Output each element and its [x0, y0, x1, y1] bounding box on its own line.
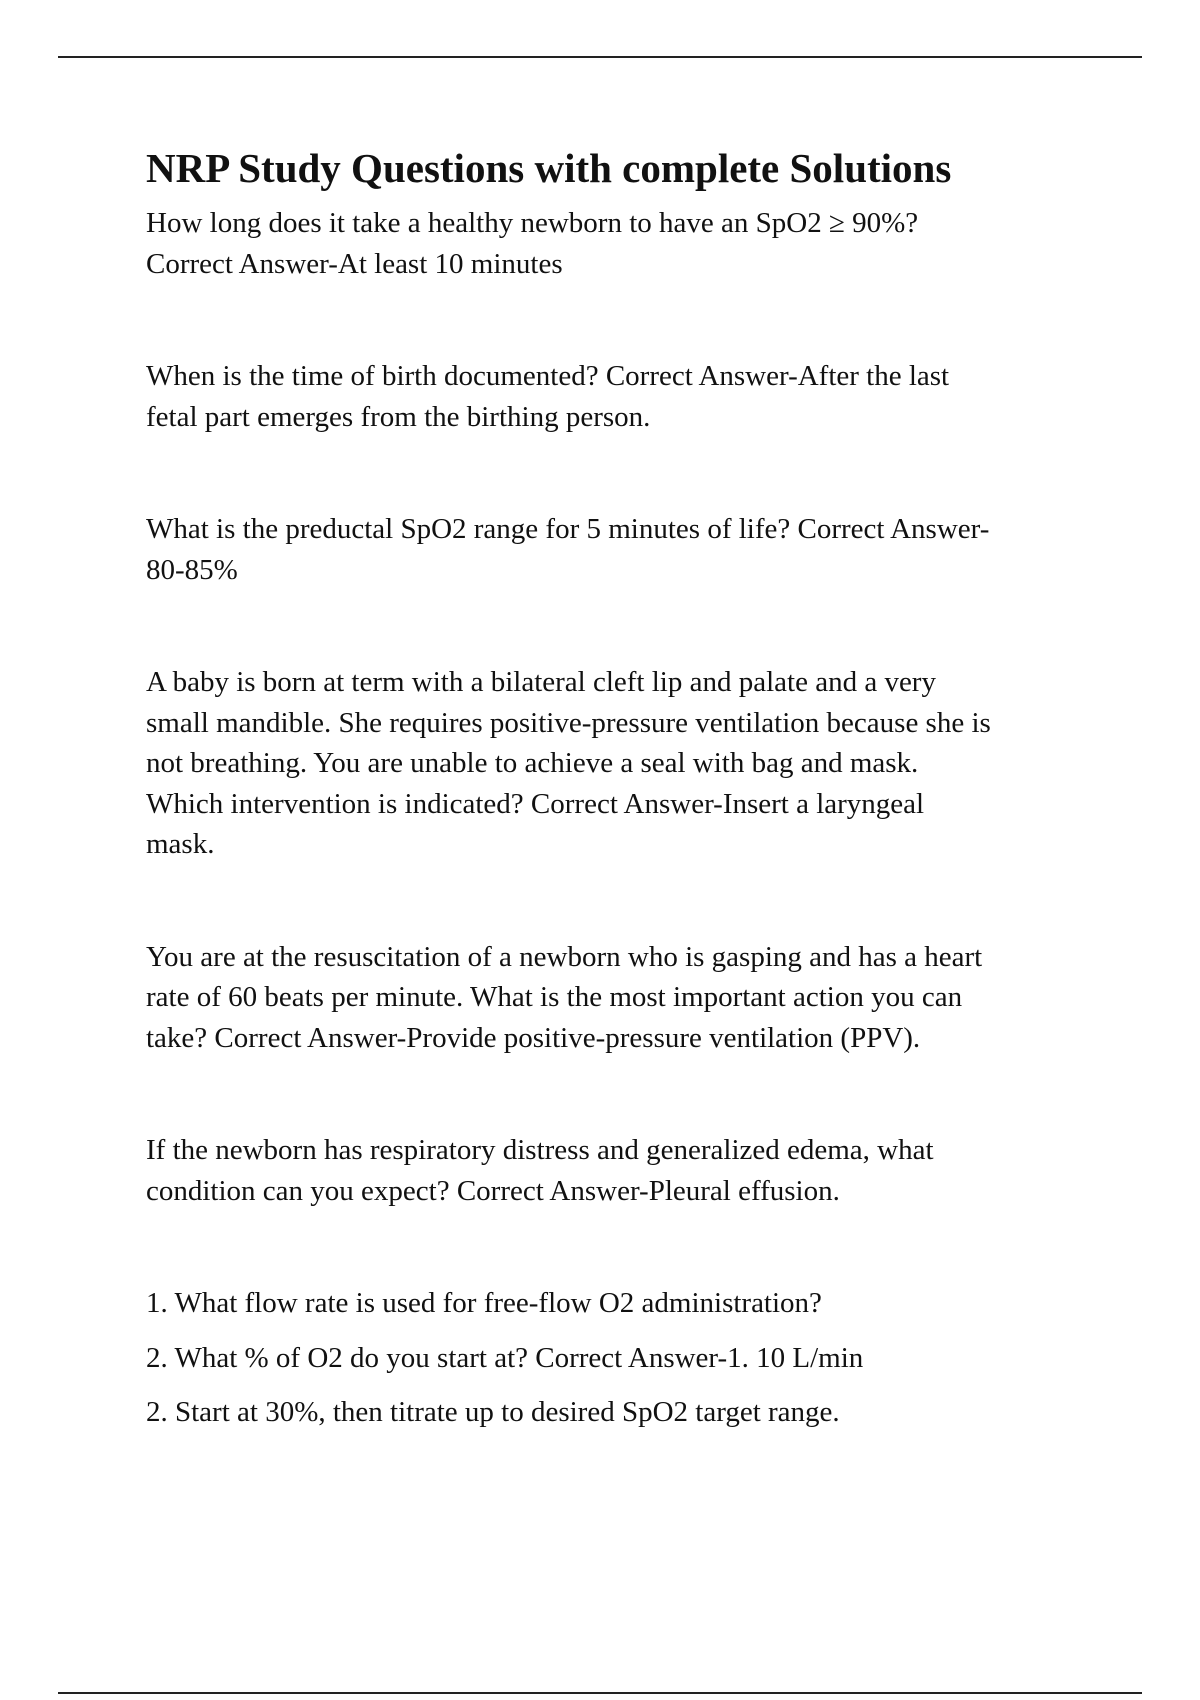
numbered-line: 2. Start at 30%, then titrate up to desired SpO2 target range. — [146, 1396, 840, 1428]
qa-line: fetal part emerges from the birthing person. — [146, 400, 651, 433]
qa-line: take? Correct Answer-Provide positive-pressure ventilation (PPV). — [146, 1021, 921, 1054]
qa-line: Which intervention is indicated? Correct Answer-Insert a laryngeal — [146, 787, 925, 820]
qa-item — [146, 356, 1106, 437]
qa-line: small mandible. She requires positive-pressure ventilation because she is — [146, 706, 991, 739]
document-title: NRP Study Questions with complete Solutions — [146, 145, 952, 191]
qa-item — [146, 937, 1106, 1059]
qa-line: You are at the resuscitation of a newborn who is gasping and has a heart — [146, 940, 983, 973]
qa-item — [146, 1130, 1106, 1211]
numbered-qa — [146, 1283, 1106, 1433]
numbered-line: 1. What flow rate is used for free-flow O2 administration? — [146, 1287, 822, 1319]
qa-line: rate of 60 beats per minute. What is the most important action you can — [146, 981, 963, 1013]
qa-item — [146, 662, 1106, 865]
top-rule — [58, 56, 1142, 58]
qa-line: A baby is born at term with a bilateral cleft lip and palate and a very — [146, 666, 936, 698]
qa-line: Correct Answer-At least 10 minutes — [146, 247, 563, 280]
qa-line: If the newborn has respiratory distress and generalized edema, what — [146, 1134, 934, 1166]
qa-item — [146, 509, 1106, 590]
qa-line: condition can you expect? Correct Answer-Pleural effusion. — [146, 1174, 840, 1207]
qa-line: When is the time of birth documented? Correct Answer-After the last — [146, 360, 950, 392]
document-body — [146, 143, 1106, 1447]
qa-line: 80-85% — [146, 553, 238, 586]
numbered-line: 2. What % of O2 do you start at? Correct Answer-1. 10 L/min — [146, 1341, 864, 1374]
qa-line: not breathing. You are unable to achieve a seal with bag and mask. — [146, 747, 919, 779]
bottom-rule — [58, 1692, 1142, 1694]
qa-line: How long does it take a healthy newborn to have an SpO2 ≥ 90%? — [146, 207, 919, 239]
qa-line: What is the preductal SpO2 range for 5 minutes of life? Correct Answer- — [146, 513, 990, 545]
qa-line: mask. — [146, 828, 215, 860]
qa-item — [146, 203, 1106, 284]
